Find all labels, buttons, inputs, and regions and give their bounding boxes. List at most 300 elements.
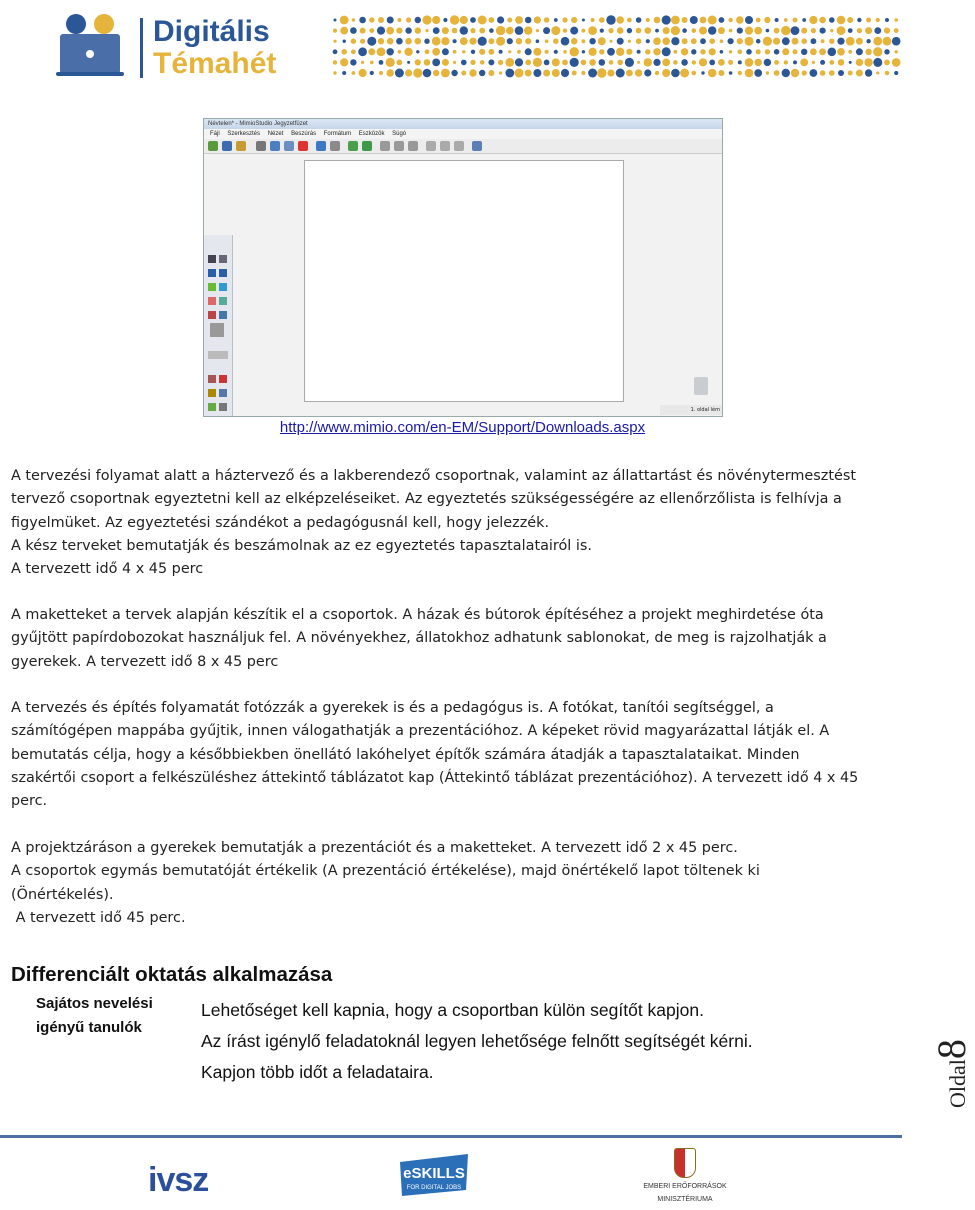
decor-dot (589, 38, 595, 44)
decor-dot (644, 69, 651, 76)
decor-dot (866, 18, 871, 23)
decor-dot (609, 60, 614, 65)
menu-item: Fájl (210, 131, 220, 137)
decor-dot (387, 69, 394, 76)
decor-dot (720, 39, 724, 43)
decor-dot (570, 27, 578, 35)
decor-dot (515, 16, 523, 24)
decor-dot (553, 38, 559, 44)
decor-dot (563, 28, 567, 32)
decor-dot (856, 48, 863, 55)
decor-dot (876, 71, 879, 74)
toolbar (204, 139, 722, 154)
decor-dot (708, 26, 716, 34)
decor-dot (396, 38, 403, 45)
decor-dot (864, 58, 872, 66)
decor-dot (885, 18, 889, 22)
decor-dot (597, 68, 606, 77)
decor-dot (352, 18, 355, 21)
text-line: A projektzáráson a gyerekek bemutatják a prezentációt és a maketteket. A tervezett idő 2 x 45 perc. (11, 840, 738, 856)
decor-dot (644, 58, 652, 66)
decor-dot (582, 19, 585, 22)
decor-dot (738, 50, 743, 55)
decor-dot (876, 18, 880, 22)
decor-dot (562, 17, 567, 22)
emmi-logo (640, 1148, 730, 1206)
decor-dot (655, 29, 659, 33)
decor-dot (800, 59, 808, 67)
decor-dot (645, 49, 650, 54)
decor-dot (884, 49, 889, 54)
decor-dot (460, 37, 468, 45)
decor-dot (837, 48, 845, 56)
decor-dot (653, 37, 661, 45)
decor-dot (873, 37, 882, 46)
decor-dot (646, 39, 650, 43)
decor-dot (588, 69, 597, 78)
decor-dot (479, 70, 485, 76)
decor-dot (554, 18, 558, 22)
decor-dot (821, 39, 825, 43)
decor-dot (802, 70, 807, 75)
list-item: Lehetőséget kell kapnia, hogy a csoportban külön segítőt kapjon. (201, 1000, 704, 1020)
decor-dot (340, 58, 348, 66)
decor-dot (387, 38, 394, 45)
status-bar: 1. oldal lém (660, 405, 722, 415)
decor-dot (819, 17, 826, 24)
decor-dot (536, 29, 539, 32)
decor-dot (636, 17, 642, 23)
decor-dot (837, 16, 846, 25)
decor-dot (432, 59, 440, 67)
decor-dot (728, 60, 733, 65)
decor-dot (508, 50, 511, 53)
decor-dot (600, 29, 604, 33)
decor-dot (892, 58, 901, 67)
decor-dot (343, 40, 346, 43)
decor-dot (847, 17, 853, 23)
text-line: gyűjtött papírdobozokat használjuk fel. A növényekhez, állatokhoz adhatunk sablonokat, de meg is rajzolhatják a (11, 630, 827, 647)
decor-dot (617, 27, 624, 34)
decor-dot (607, 69, 614, 76)
decor-dot (856, 70, 863, 77)
decor-dot (690, 16, 698, 24)
decor-dot (848, 71, 853, 76)
decor-dot (515, 26, 524, 35)
decor-dot (479, 28, 485, 34)
text-line: (Önértékelés). (11, 886, 114, 903)
decor-dot (673, 60, 678, 65)
decor-dot (738, 60, 742, 64)
decor-dot (554, 50, 558, 54)
decor-dot (361, 61, 364, 64)
decor-dot (636, 38, 642, 44)
decor-dot (470, 60, 475, 65)
text-line: figyelmüket. Az egyeztetési szándékot a pedagógusnál kell, hogy jelezzék. (11, 514, 550, 531)
decor-dot (405, 69, 412, 76)
sen-students-label (36, 992, 186, 1040)
decor-dot (691, 49, 696, 54)
decor-dot (773, 38, 780, 45)
paragraph-models (11, 604, 916, 674)
decor-dot (334, 19, 337, 22)
decor-dot (489, 28, 494, 33)
decor-dot (699, 27, 707, 35)
decor-dot (453, 50, 457, 54)
decor-dot (637, 61, 640, 64)
decor-dot (709, 48, 716, 55)
decor-dot (848, 28, 853, 33)
decor-dot (791, 26, 800, 35)
ivsz-logo: ivsz (148, 1161, 209, 1199)
decor-dot (415, 17, 421, 23)
decor-dot (700, 49, 705, 54)
decor-dot (534, 16, 541, 23)
decor-dot (404, 48, 412, 56)
text-line: A tervezett idő 45 perc. (11, 909, 186, 926)
decor-dot (811, 38, 817, 44)
decor-dot (517, 50, 521, 54)
decor-dot (536, 39, 540, 43)
decor-dot (745, 37, 754, 46)
decor-dot (729, 50, 732, 53)
download-link[interactable]: http://www.mimio.com/en-EM/Support/Downloads.aspx (279, 419, 646, 436)
decor-dot (606, 15, 615, 24)
decor-dot (422, 15, 431, 24)
footer-divider (0, 1135, 902, 1138)
label-line: Sajátos nevelési (36, 995, 153, 1012)
decor-dot (894, 71, 898, 75)
decor-dot (507, 18, 512, 23)
decor-dot (415, 38, 422, 45)
decor-dot (543, 70, 550, 77)
decor-dot (333, 29, 337, 33)
decor-dot (589, 48, 597, 56)
decor-dot (720, 50, 724, 54)
list-item: Kapjon több időt a feladataira. (201, 1062, 434, 1082)
decor-dot (350, 59, 356, 65)
digitalis-temahet-logo-icon (52, 12, 128, 78)
decor-dot (764, 17, 770, 23)
decor-dot (873, 47, 882, 56)
decor-dot (350, 27, 357, 34)
decor-dot (358, 47, 367, 56)
decor-dot (637, 50, 641, 54)
decor-dot (819, 48, 826, 55)
decor-dot (598, 37, 606, 45)
decor-dot (406, 17, 411, 22)
decor-dot (709, 60, 715, 66)
decor-dot (386, 58, 395, 67)
decor-dot (340, 16, 349, 25)
decor-dot (625, 58, 634, 67)
decor-dot (341, 49, 347, 55)
decor-dot (729, 29, 733, 33)
decor-dot (370, 61, 374, 65)
decor-dot (407, 61, 410, 64)
decor-dot (423, 69, 432, 78)
menu-item: Súgó (392, 131, 407, 137)
decor-dot (849, 61, 852, 64)
decor-dot (488, 59, 494, 65)
decor-dot (774, 49, 780, 55)
decor-dot (432, 16, 440, 24)
decor-dot (729, 71, 733, 75)
decor-dot (781, 26, 790, 35)
decor-dot (515, 69, 524, 78)
decor-dot (663, 27, 670, 34)
decor-dot (829, 39, 834, 44)
decor-dot (782, 37, 790, 45)
text-line: számítógépen mappába gyűjtik, innen válogathatják a prezentációhoz. A képeket rövid magyarázattal látják el. A (11, 723, 830, 740)
decor-dot (551, 26, 560, 35)
decor-dot (874, 27, 881, 34)
decor-dot (425, 29, 428, 32)
decor-dot (718, 70, 724, 76)
section-heading: Differenciált oktatás alkalmazása (11, 963, 333, 986)
decor-dot (700, 17, 707, 24)
decor-dot (450, 15, 459, 24)
decor-dot (498, 60, 503, 65)
decor-dot (774, 28, 780, 34)
decor-dot (837, 26, 846, 35)
text-line: A kész terveket bemutatják és beszámolnak az ez egyeztetés tapasztalatairól is. (11, 537, 592, 554)
decor-dot (496, 26, 505, 35)
decor-dot (571, 17, 577, 23)
decor-dot (499, 71, 502, 74)
decor-dot (671, 16, 680, 25)
eskills-subtitle: FOR DIGITAL JOBS (406, 1185, 462, 1191)
decor-dot (680, 69, 689, 78)
logo-divider (140, 18, 143, 78)
decor-dot (865, 49, 871, 55)
decor-dot (745, 69, 754, 78)
decor-dot (387, 48, 394, 55)
paragraph-photos (11, 697, 916, 813)
decor-dot (653, 48, 660, 55)
decor-dot (700, 38, 706, 44)
mimiostudio-screenshot (203, 118, 723, 417)
decor-dot (397, 18, 401, 22)
decor-dot (701, 71, 704, 74)
decor-dot (626, 49, 632, 55)
decor-dot (829, 60, 834, 65)
decor-dot (405, 27, 411, 33)
decor-dot (378, 38, 384, 44)
decor-dot (793, 49, 798, 54)
decor-dot (591, 18, 595, 22)
decor-dot (451, 70, 457, 76)
decor-dot (497, 16, 504, 23)
decor-dot (764, 59, 771, 66)
decor-dot (544, 60, 550, 66)
decor-dot (461, 71, 466, 76)
decor-dot (709, 38, 715, 44)
decor-dot (599, 17, 605, 23)
decor-dot (453, 61, 456, 64)
decor-dot (884, 28, 890, 34)
menu-item: Nézet (267, 131, 284, 137)
decor-dot (810, 69, 818, 77)
decor-dot (525, 38, 531, 44)
decor-dot (460, 16, 468, 24)
decor-dot (811, 28, 816, 33)
decor-dot (616, 48, 624, 56)
decor-dot (820, 70, 826, 76)
decor-dot (617, 38, 624, 45)
decor-dot (856, 38, 863, 45)
decor-dot (471, 50, 475, 54)
decor-dot (488, 70, 494, 76)
decor-dot (340, 27, 348, 35)
decor-dot (453, 39, 457, 43)
decor-dot (379, 60, 384, 65)
text-line: szakértői csoport a felkészüléshez áttekintő táblázatot kap (Áttekintő táblázat prezentációhoz). A tervezett idő 4 x 45 (11, 769, 859, 786)
decor-dot (333, 49, 338, 54)
decor-dot (791, 69, 799, 77)
decor-dot (754, 69, 762, 77)
sen-accommodations-list (201, 998, 753, 1091)
decor-dot (360, 39, 365, 44)
decor-dot (682, 38, 688, 44)
text-line: A csoportok egymás bemutatóját értékelik (A prezentáció értékelése), majd önértékelő lapot töltenek ki (11, 863, 760, 880)
decor-dot (442, 48, 449, 55)
decor-dot (628, 40, 631, 43)
decor-dot (692, 60, 696, 64)
decor-dot (387, 17, 394, 24)
decor-dot (469, 38, 476, 45)
decor-dot (654, 17, 661, 24)
paragraph-planning (11, 465, 916, 581)
decor-dot (645, 27, 652, 34)
decor-dot (571, 38, 578, 45)
decor-dot (333, 40, 336, 43)
decor-dot (671, 69, 680, 78)
decor-dot (525, 48, 532, 55)
decor-dot (572, 71, 577, 76)
menu-bar (204, 129, 722, 139)
eskills-title: eSKILLS (403, 1165, 465, 1182)
text-line: perc. (11, 793, 48, 810)
decor-dot (636, 28, 642, 34)
decor-dot (662, 47, 671, 56)
decor-dot (738, 71, 742, 75)
decor-dot (581, 60, 587, 66)
decor-dot (792, 38, 799, 45)
decor-dot (756, 18, 761, 23)
decor-dot (496, 37, 505, 46)
decor-dot (892, 37, 901, 46)
decor-dot (442, 27, 449, 34)
decor-dot (368, 48, 375, 55)
decor-dot (784, 18, 788, 22)
decor-dot (489, 49, 495, 55)
decor-dot (552, 58, 560, 66)
decor-dot (589, 59, 596, 66)
decor-dot (545, 39, 549, 43)
decor-dot (333, 71, 336, 74)
decor-dot (610, 40, 613, 43)
decor-dot (552, 69, 560, 77)
decor-dot (830, 29, 833, 32)
decor-dot (838, 59, 845, 66)
decor-dot (432, 37, 441, 46)
decor-dot (873, 58, 882, 67)
decor-dot (562, 60, 568, 66)
decor-dot (691, 38, 697, 44)
decor-dot (718, 27, 725, 34)
decor-dot (415, 59, 421, 65)
decor-dot (674, 50, 678, 54)
page-digit: 8 (929, 1039, 974, 1060)
window-title: Névtelen* - MimioStudio Jegyzetfüzet (204, 119, 722, 129)
decor-dot (728, 38, 734, 44)
decor-dot (812, 61, 815, 64)
decor-dot (719, 17, 725, 23)
decor-dot (627, 18, 632, 23)
decor-dot (442, 59, 449, 66)
menu-item: Beszúrás (291, 131, 317, 137)
decor-dot (681, 48, 688, 55)
decor-dot (883, 37, 892, 46)
decor-dot (756, 39, 761, 44)
decor-dot (570, 47, 579, 56)
decor-dot (838, 70, 844, 76)
decor-dot (452, 28, 458, 34)
decor-dot (460, 26, 468, 34)
decor-dot (820, 28, 826, 34)
decor-dot (524, 26, 532, 34)
decor-dot (478, 37, 487, 46)
decor-dot (533, 69, 541, 77)
decor-dot (809, 16, 817, 24)
logo-text-temahet: Témahét (153, 47, 277, 80)
menu-item: Szerkesztés (227, 131, 261, 137)
text-line: A tervezett idő 4 x 45 perc (11, 561, 204, 578)
decor-dot (599, 59, 606, 66)
decor-dot (626, 70, 633, 77)
decor-dot (545, 50, 549, 54)
decor-dot (369, 17, 374, 22)
decor-dot (793, 60, 797, 64)
decor-dot (516, 38, 522, 44)
decor-dot (377, 47, 386, 56)
decor-dot (405, 38, 412, 45)
logo-text-digitalis: Digitális (153, 15, 270, 48)
decor-dot (599, 49, 604, 54)
decor-dot (754, 27, 762, 35)
decor-dot (544, 17, 550, 23)
decor-dot (507, 38, 513, 44)
decor-dot (359, 17, 366, 24)
decor-dot (655, 71, 659, 75)
list-item: Az írást igénylő feladatoknál legyen lehetősége felnőtt segítségét kérni. (201, 1031, 753, 1051)
decor-dot (378, 17, 384, 23)
decor-dot (397, 60, 403, 66)
decor-dot (424, 59, 431, 66)
decor-dot (745, 27, 753, 35)
decor-dot (829, 17, 835, 23)
decor-dot (766, 29, 770, 33)
decor-dot (582, 50, 585, 53)
decor-dot (563, 50, 567, 54)
label-line: igényű tanulók (36, 1019, 142, 1036)
decor-dot (884, 60, 890, 66)
tool-palette (204, 235, 233, 416)
decor-dot (755, 59, 762, 66)
decor-dot (682, 28, 687, 33)
decor-dot (782, 48, 789, 55)
